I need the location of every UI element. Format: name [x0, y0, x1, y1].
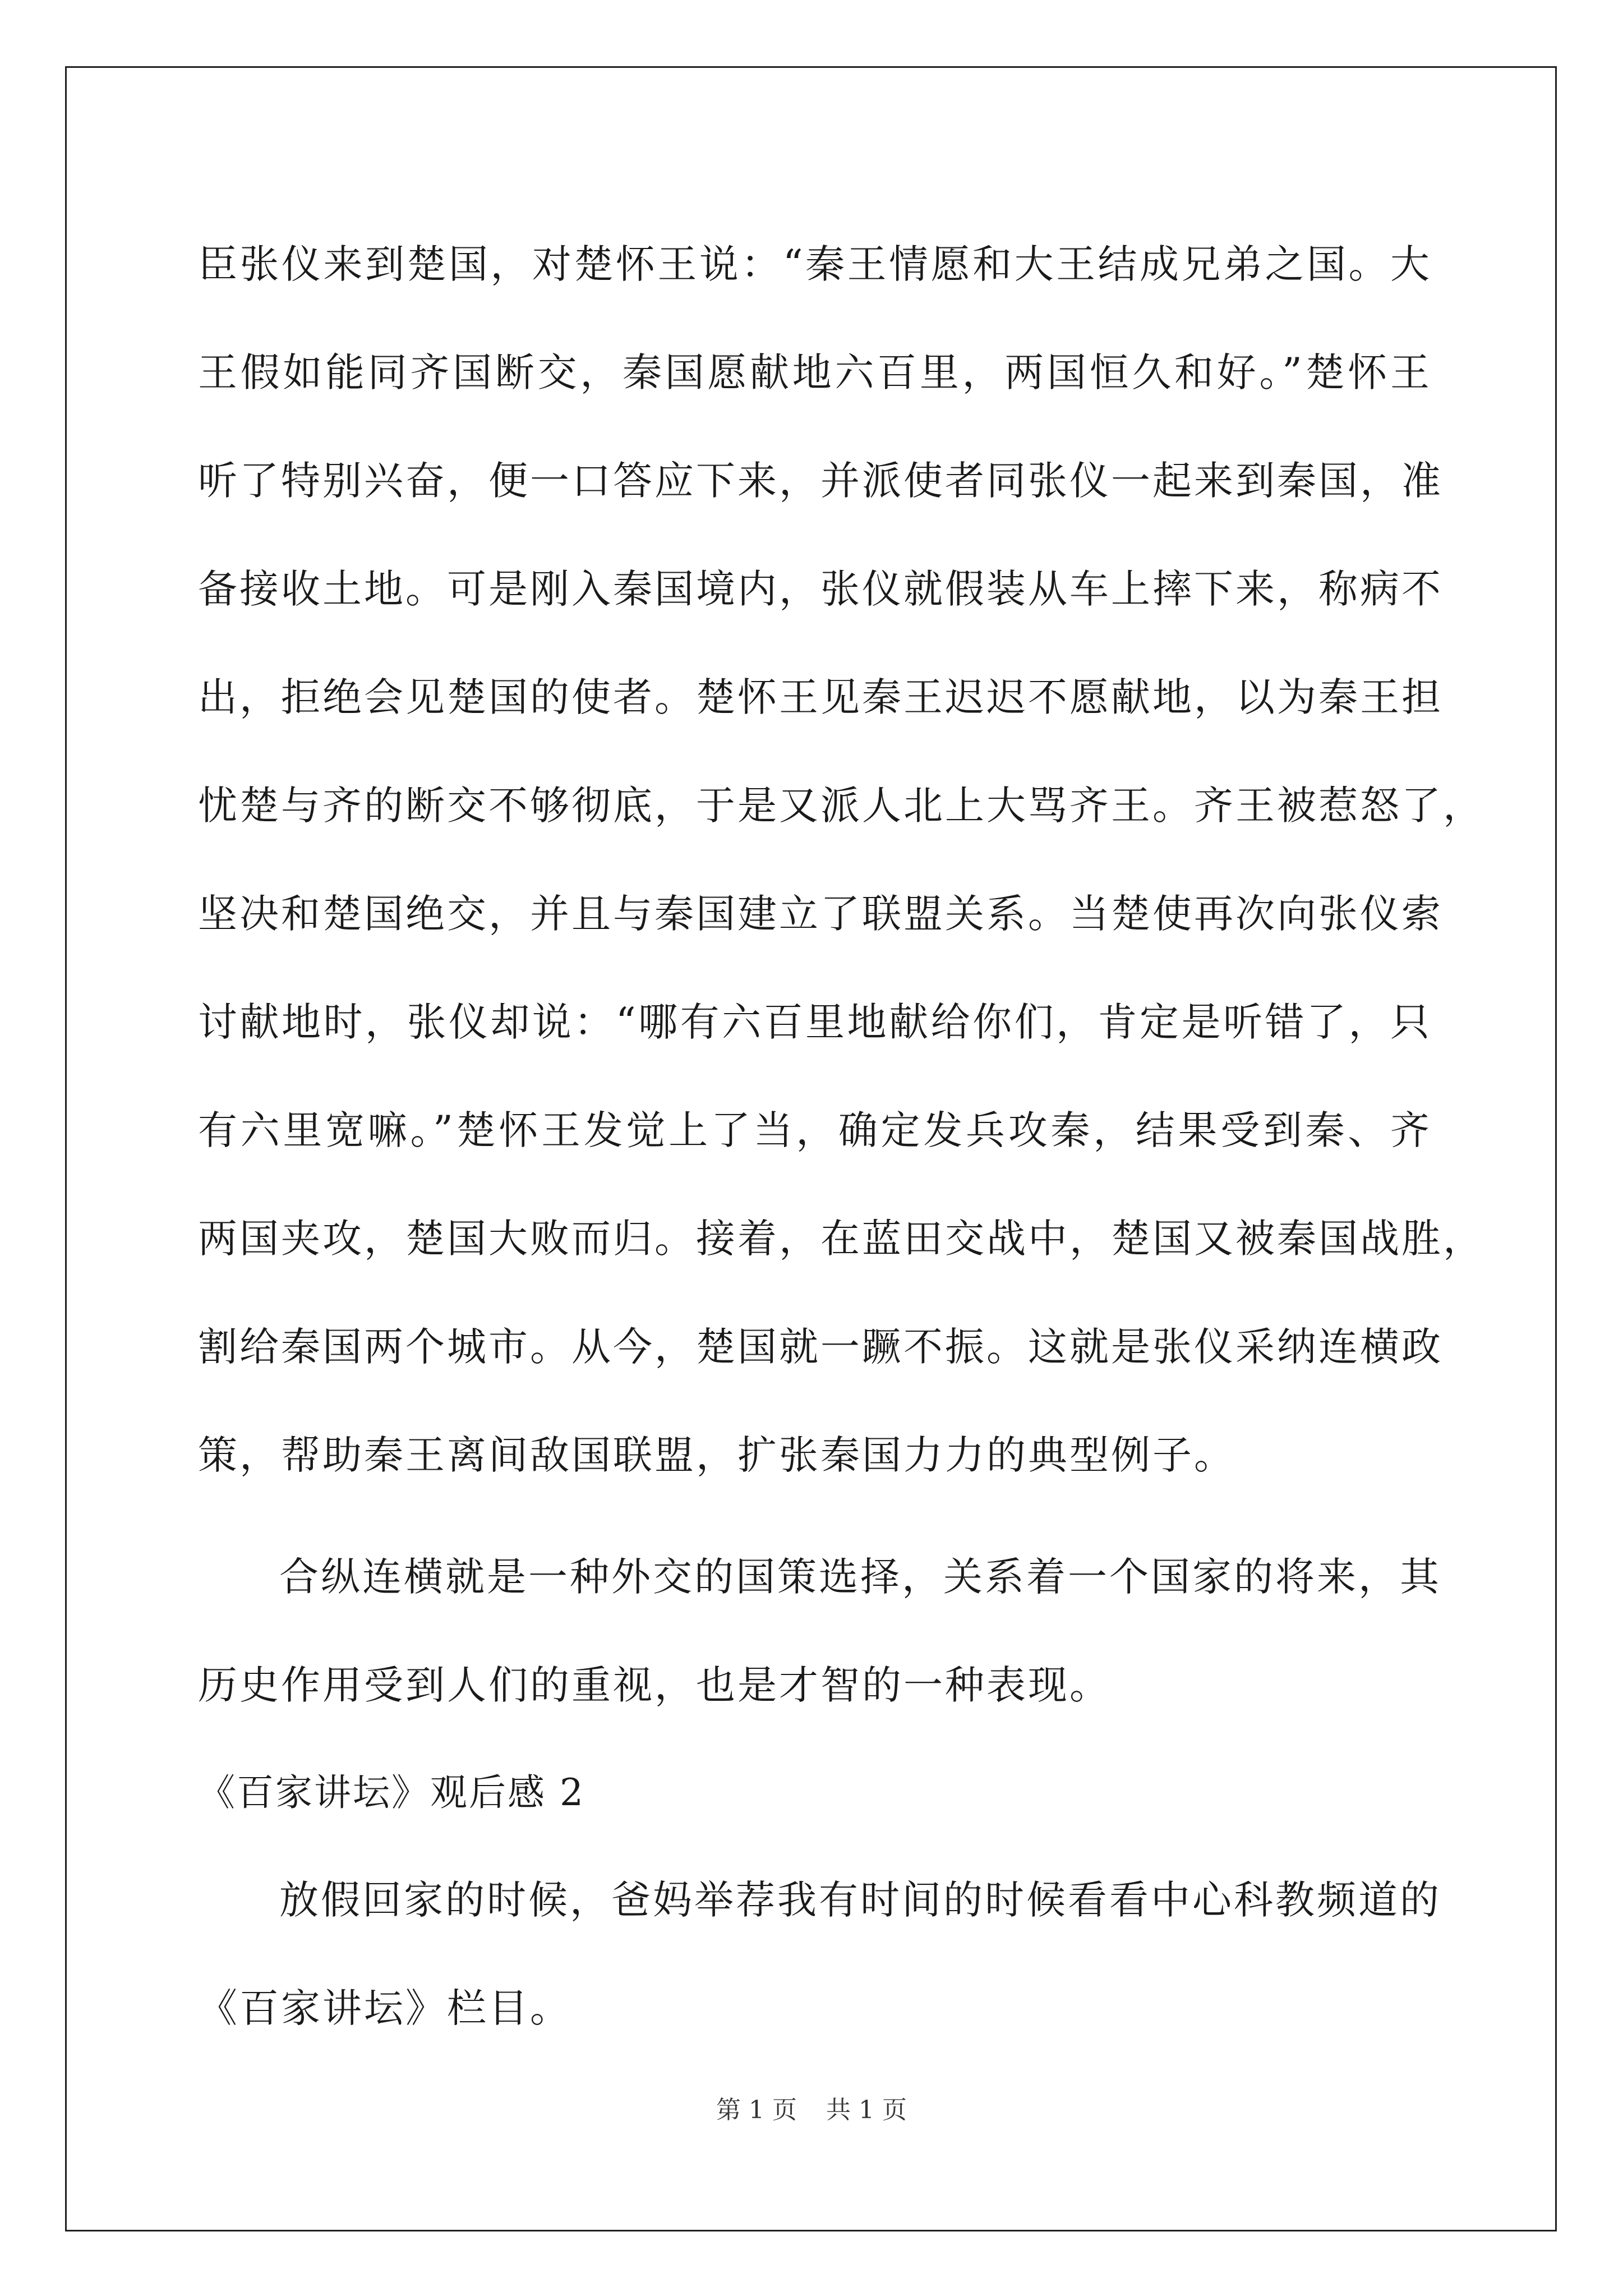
page-number: 第 1 页: [716, 2096, 797, 2124]
text-line: 有六里宽嘛。”楚怀王发觉上了当，确定发兵攻秦，结果受到秦、齐: [198, 1107, 1432, 1153]
text-line: 策，帮助秦王离间敌国联盟，扩张秦国力力的典型例子。: [198, 1432, 1235, 1478]
text-line: 出，拒绝会见楚国的使者。楚怀王见秦王迟迟不愿献地，以为秦王担: [198, 674, 1443, 720]
text-line: 《百家讲坛》栏目。: [198, 1985, 571, 2031]
text-line: 备接收土地。可是刚入秦国境内，张仪就假装从车上摔下来，称病不: [198, 566, 1443, 612]
page-total: 共 1 页: [826, 2096, 907, 2124]
text-line: 讨献地时，张仪却说：“哪有六百里地献给你们，肯定是听错了，只: [198, 999, 1432, 1045]
paragraph-3: [198, 1846, 1441, 2063]
text-line: 历史作用受到人们的重视，也是才智的一种表现。: [198, 1662, 1111, 1708]
text-line: 放假回家的时候，爸妈举荐我有时间的时候看看中心科教频道的: [279, 1877, 1441, 1923]
paragraph-1: [198, 210, 1484, 1510]
paragraph-2: [198, 1523, 1441, 1740]
text-line: 王假如能同齐国断交，秦国愿献地六百里，两国恒久和好。”楚怀王: [198, 349, 1432, 395]
paragraph-gap: [198, 1510, 1432, 1523]
text-line: 两国夹攻，楚国大败而归。接着，在蓝田交战中，楚国又被秦国战胜，: [198, 1216, 1484, 1262]
text-line: 合纵连横就是一种外交的国策选择，关系着一个国家的将来，其: [279, 1554, 1441, 1600]
text-line: 坚决和楚国绝交，并且与秦国建立了联盟关系。当楚使再次向张仪索: [198, 891, 1443, 937]
text-line: 割给秦国两个城市。从今，楚国就一蹶不振。这就是张仪采纳连横政: [198, 1324, 1443, 1370]
text-line: 忧楚与齐的断交不够彻底，于是又派人北上大骂齐王。齐王被惹怒了，: [198, 783, 1484, 829]
document-body: [198, 210, 1484, 2063]
page-footer: [0, 2090, 1623, 2125]
text-line: 听了特别兴奋，便一口答应下来，并派使者同张仪一起来到秦国，准: [198, 458, 1443, 504]
section-heading: 《百家讲坛》观后感 2: [198, 1771, 585, 1814]
text-line: 臣张仪来到楚国，对楚怀王说：“秦王情愿和大王结成兄弟之国。大: [198, 241, 1432, 287]
